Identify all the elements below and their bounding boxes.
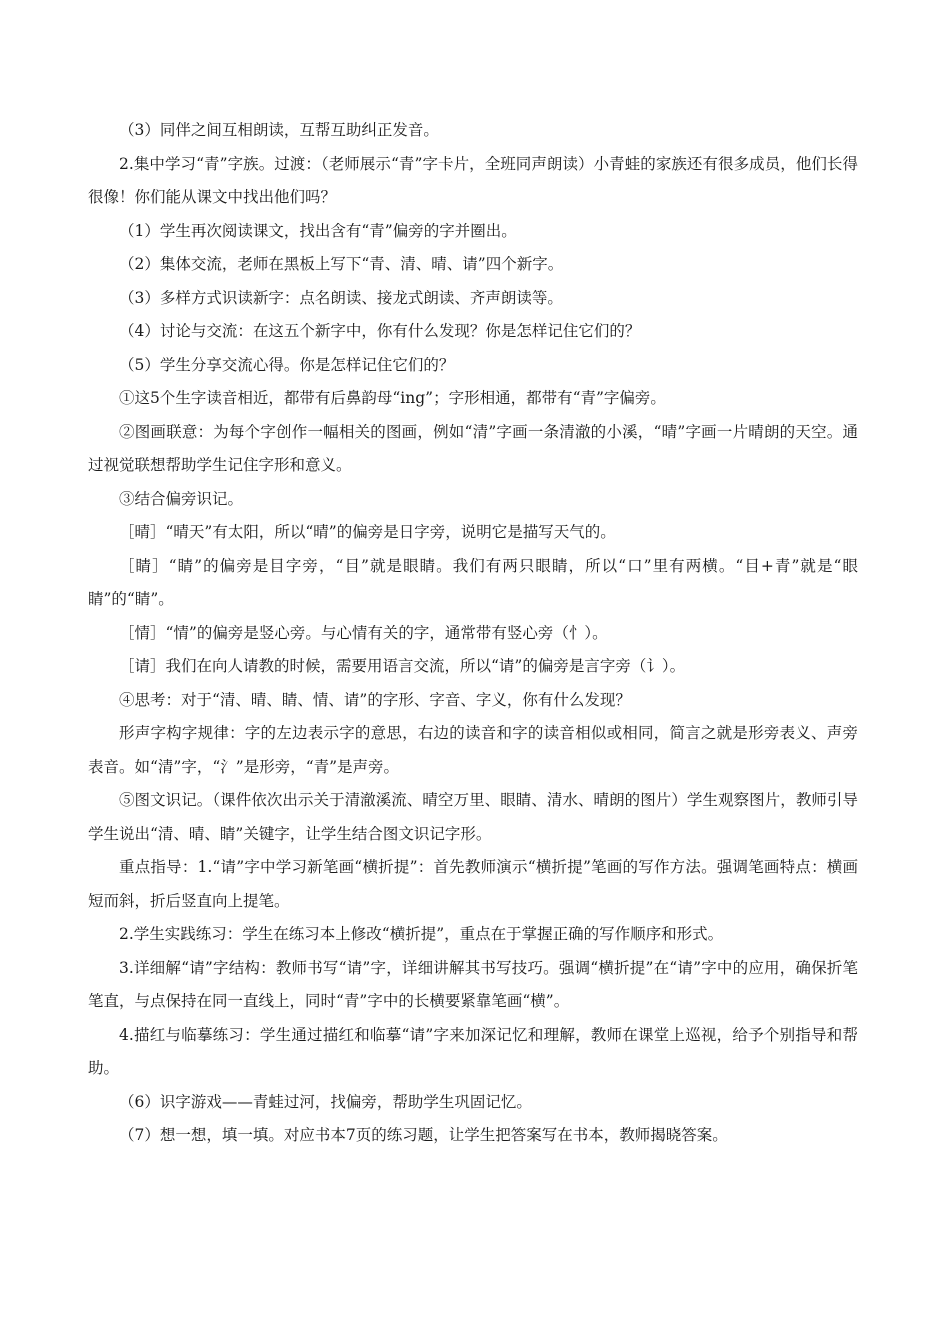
paragraph-20: 3.详细解“请”字结构：教师书写“请”字，详细讲解其书写技巧。强调“横折提”在“请”字中的应用，确保折笔笔直，与点保持在同一直线上，同时“青”字中的长横要紧靠笔画“横”。 [88,958,858,1010]
paragraph-4: （2）集体交流，老师在黑板上写下“青、清、晴、请”四个新字。 [119,255,564,273]
paragraph-19: 2.学生实践练习：学生在练习本上修改“横折提”，重点在于掌握正确的写作顺序和形式。 [119,925,724,943]
paragraph-15: ④思考：对于“清、晴、睛、情、请”的字形、字音、字义，你有什么发现？ [119,690,631,709]
paragraph-12: ［睛］“睛”的偏旁是目字旁，“目”就是眼睛。我们有两只眼睛，所以“口”里有两横。“目+青”就是“眼睛”的“睛”。 [88,556,858,608]
paragraph-2: 2.集中学习“青”字族。过渡：（老师展示“青”字卡片，全班同声朗读）小青蛙的家族还有很多成员，他们长得很像！你们能从课文中找出他们吗？ [88,154,858,206]
paragraph-9: ②图画联意：为每个字创作一幅相关的图画，例如“清”字画一条清澈的小溪，“晴”字画一片晴朗的天空。通过视觉联想帮助学生记住字形和意义。 [88,422,858,474]
paragraph-10: ③结合偏旁识记。 [119,489,244,508]
paragraph-1: （3）同伴之间互相朗读，互帮互助纠正发音。 [119,121,439,139]
paragraph-18: 重点指导：1.“请”字中学习新笔画“横折提”：首先教师演示“横折提”笔画的写作方法。强调笔画特点：横画短而斜，折后竖直向上提笔。 [88,858,858,910]
paragraph-21: 4.描红与临摹练习：学生通过描红和临摹“请”字来加深记忆和理解，教师在课堂上巡视，给予个别指导和帮助。 [88,1025,858,1077]
paragraph-16: 形声字构字规律：字的左边表示字的意思，右边的读音和字的读音相似或相同，简言之就是形旁表义、声旁表音。如“清”字，“氵”是形旁，“青”是声旁。 [88,724,858,776]
paragraph-5: （3）多样方式识读新字：点名朗读、接龙式朗读、齐声朗读等。 [119,288,563,307]
paragraph-3: （1）学生再次阅读课文，找出含有“青”偏旁的字并圈出。 [119,221,517,240]
paragraph-14: ［请］我们在向人请教的时候，需要用语言交流，所以“请”的偏旁是言字旁（讠）。 [119,657,686,675]
paragraph-22: （6）识字游戏——青蛙过河，找偏旁，帮助学生巩固记忆。 [119,1092,532,1111]
paragraph-8: ①这5个生字读音相近，都带有后鼻韵母“ing”；字形相通，都带有“青”字偏旁。 [119,389,666,407]
paragraph-11: ［晴］“晴天”有太阳，所以“晴”的偏旁是日字旁，说明它是描写天气的。 [119,523,616,541]
paragraph-13: ［情］“情”的偏旁是竖心旁。与心情有关的字，通常带有竖心旁（忄）。 [119,623,608,642]
paragraph-6: （4）讨论与交流：在这五个新字中，你有什么发现？你是怎样记住它们的？ [119,322,641,340]
paragraph-23: （7）想一想，填一填。对应书本7页的练习题，让学生把答案写在书本，教师揭晓答案。 [119,1126,728,1144]
paragraph-17: ⑤图文识记。（课件依次出示关于清澈溪流、晴空万里、眼睛、清水、晴朗的图片）学生观察图片，教师引导学生说出“清、晴、睛”关键字，让学生结合图文识记字形。 [88,791,858,843]
paragraph-7: （5）学生分享交流心得。你是怎样记住它们的？ [119,355,455,374]
